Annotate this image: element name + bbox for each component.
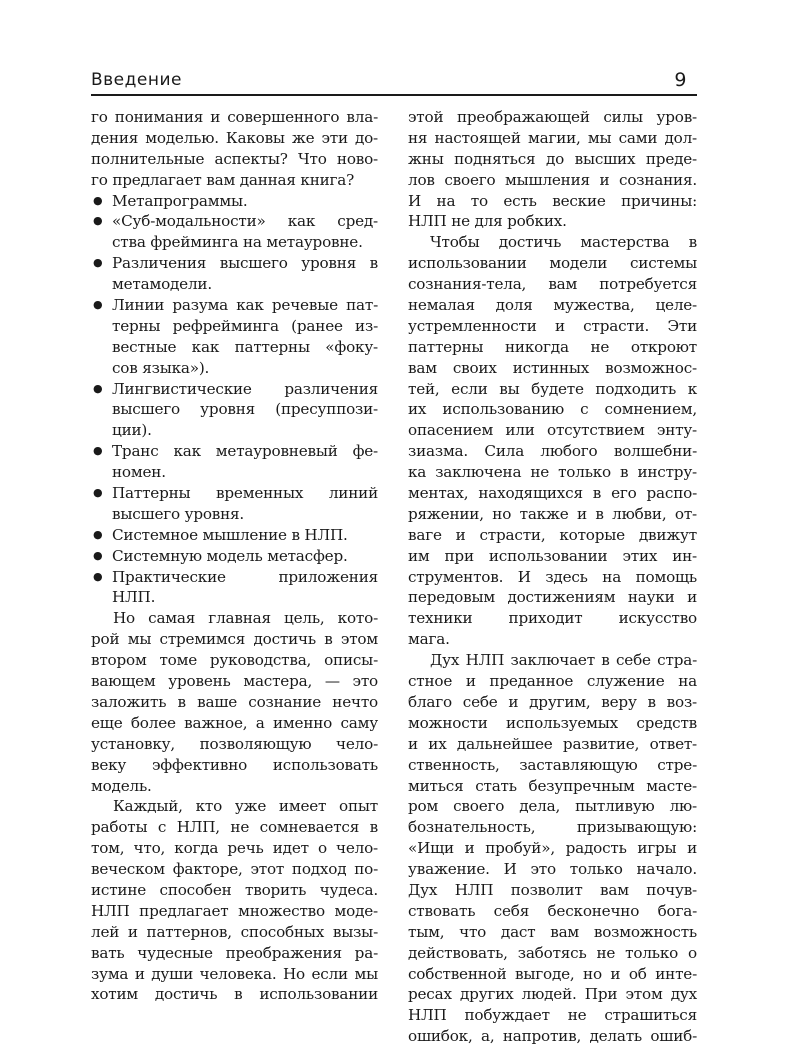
text-line: Транс как метауровневый фе- bbox=[112, 442, 378, 461]
text-line: собственной выгоде, но и об инте- bbox=[408, 964, 697, 983]
text-line: благо себе и другим, веру в воз- bbox=[408, 692, 697, 711]
paragraph bbox=[408, 107, 697, 232]
text-line: зиазма. Сила любого волшебни- bbox=[408, 442, 697, 461]
text-line: том, что, когда речь идет о чело- bbox=[91, 839, 378, 858]
text-line: и их дальнейшее развитие, ответ- bbox=[408, 734, 697, 753]
text-line: можности используемых средств bbox=[408, 713, 697, 732]
text-line: НЛП побуждает не страшиться bbox=[408, 1006, 697, 1025]
text-line: рой мы стремимся достичь в этом bbox=[91, 630, 378, 649]
text-line: НЛП. bbox=[112, 588, 156, 607]
list-item bbox=[91, 295, 378, 379]
text-line: струментов. И здесь на помощь bbox=[408, 567, 697, 586]
text-line: Каждый, кто уже имеет опыт bbox=[113, 797, 378, 816]
paragraph bbox=[91, 796, 378, 1005]
text-line: работы с НЛП, не сомневается в bbox=[91, 818, 378, 837]
bullet-icon: ● bbox=[93, 548, 103, 562]
page-number: 9 bbox=[674, 69, 687, 91]
bullet-list bbox=[91, 191, 378, 609]
list-item bbox=[91, 211, 378, 253]
text-line: ственность, заставляющую стре- bbox=[408, 755, 697, 774]
text-line: Чтобы достичь мастерства в bbox=[430, 233, 697, 252]
text-line: тей, если вы будете подходить к bbox=[408, 379, 697, 398]
text-line: устремленности и страсти. Эти bbox=[408, 316, 697, 335]
text-line: Дух НЛП позволит вам почув- bbox=[408, 880, 697, 899]
text-line: полнительные аспекты? Что ново- bbox=[91, 149, 378, 168]
text-line: модель. bbox=[91, 776, 152, 795]
bullet-icon: ● bbox=[93, 381, 103, 395]
text-line: ваге и страсти, которые движут bbox=[408, 525, 697, 544]
text-line: вам своих истинных возможнос- bbox=[408, 358, 697, 377]
text-line: этой преображающей силы уров- bbox=[408, 108, 697, 126]
text-line: терны рефрейминга (ранее из- bbox=[112, 316, 378, 335]
text-line: установку, позволяющую чело- bbox=[91, 734, 378, 753]
list-item bbox=[91, 483, 378, 525]
text-line: Метапрограммы. bbox=[112, 191, 248, 210]
text-line: «Ищи и пробуй», радость игры и bbox=[408, 839, 697, 858]
text-line: НЛП предлагает множество моде- bbox=[91, 901, 378, 920]
text-line: истине способен творить чудеса. bbox=[91, 880, 378, 899]
paragraph bbox=[408, 650, 697, 1047]
running-header bbox=[91, 68, 697, 96]
text-line: техники приходит искусство bbox=[408, 609, 697, 628]
text-line: метамодели. bbox=[112, 275, 212, 294]
chapter-title: Введение bbox=[91, 70, 182, 90]
text-line: вать чудесные преображения ра- bbox=[91, 943, 378, 962]
text-line: еще более важное, а именно саму bbox=[91, 713, 378, 732]
left-column bbox=[91, 107, 378, 1005]
text-line: НЛП не для робких. bbox=[408, 212, 567, 231]
text-line: сов языка»). bbox=[112, 358, 210, 377]
text-line: дения моделью. Каковы же эти до- bbox=[91, 128, 378, 147]
text-line: ствовать себя бесконечно бога- bbox=[408, 901, 697, 920]
text-line: паттерны никогда не откроют bbox=[408, 337, 697, 356]
paragraph bbox=[91, 608, 378, 796]
list-item bbox=[91, 253, 378, 295]
text-line: их использованию с сомнением, bbox=[408, 400, 697, 419]
text-line: стное и преданное служение на bbox=[408, 672, 697, 691]
list-item bbox=[91, 525, 378, 546]
text-line: веческом факторе, этот подход по- bbox=[91, 860, 378, 879]
bullet-icon: ● bbox=[93, 256, 103, 270]
text-line: действовать, заботясь не только о bbox=[408, 943, 697, 962]
text-line: жны подняться до высших преде- bbox=[408, 149, 697, 168]
text-line: втором томе руководства, описы- bbox=[91, 651, 378, 670]
bullet-icon: ● bbox=[93, 486, 103, 500]
list-item bbox=[91, 441, 378, 483]
intro-paragraph bbox=[91, 107, 378, 191]
text-line: ром своего дела, пытливую лю- bbox=[408, 797, 697, 816]
text-line: Лингвистические различения bbox=[112, 379, 378, 398]
text-line: Паттерны временных линий bbox=[112, 484, 378, 503]
text-line: лов своего мышления и сознания. bbox=[408, 170, 697, 189]
text-line: Линии разума как речевые пат- bbox=[112, 296, 378, 315]
bullet-icon: ● bbox=[93, 298, 103, 312]
text-line: сознания-тела, вам потребуется bbox=[408, 275, 697, 294]
bullet-icon: ● bbox=[93, 527, 103, 541]
text-line: уважение. И это только начало. bbox=[408, 860, 697, 879]
text-line: го понимания и совершенного вла- bbox=[91, 108, 378, 126]
list-item bbox=[91, 379, 378, 442]
text-line: номен. bbox=[112, 463, 166, 482]
text-line: И на то есть веские причины: bbox=[408, 191, 697, 210]
text-line: Системную модель метасфер. bbox=[112, 546, 348, 565]
text-line: немалая доля мужества, целе- bbox=[408, 296, 697, 315]
bullet-icon: ● bbox=[93, 569, 103, 583]
text-line: мага. bbox=[408, 630, 450, 649]
text-line: высшего уровня. bbox=[112, 504, 245, 523]
text-line: ции). bbox=[112, 421, 152, 440]
text-line: ства фрейминга на метауровне. bbox=[112, 233, 363, 252]
right-column bbox=[408, 107, 697, 1047]
text-line: лей и паттернов, способных вызы- bbox=[91, 922, 378, 941]
text-line: Но самая главная цель, кото- bbox=[113, 609, 378, 628]
text-line: использовании модели системы bbox=[408, 254, 697, 273]
text-line: «Суб-модальности» как сред- bbox=[112, 212, 378, 231]
list-item bbox=[91, 191, 378, 212]
text-line: го предлагает вам данная книга? bbox=[91, 170, 355, 189]
bullet-icon: ● bbox=[93, 193, 103, 207]
bullet-icon: ● bbox=[93, 444, 103, 458]
text-line: ряжении, но также и в любви, от- bbox=[408, 504, 697, 523]
text-line: Системное мышление в НЛП. bbox=[112, 525, 348, 544]
text-line: заложить в ваше сознание нечто bbox=[91, 692, 378, 711]
text-line: опасением или отсутствием энту- bbox=[408, 421, 697, 440]
text-line: вающем уровень мастера, — это bbox=[91, 672, 378, 691]
text-line: Различения высшего уровня в bbox=[112, 254, 378, 273]
text-line: Практические приложения bbox=[112, 567, 378, 586]
text-line: высшего уровня (пресуппози- bbox=[112, 400, 378, 419]
text-line: ресах других людей. При этом дух bbox=[408, 985, 697, 1004]
bullet-icon: ● bbox=[93, 214, 103, 228]
text-line: ментах, находящихся в его распо- bbox=[408, 484, 697, 503]
text-line: вестные как паттерны «фоку- bbox=[112, 337, 378, 356]
text-line: веку эффективно использовать bbox=[91, 755, 378, 774]
text-line: передовым достижениям науки и bbox=[408, 588, 697, 607]
text-line: бознательность, призывающую: bbox=[408, 818, 697, 837]
text-line: ошибок, а, напротив, делать ошиб- bbox=[408, 1027, 697, 1046]
text-line: зума и души человека. Но если мы bbox=[91, 964, 378, 983]
list-item bbox=[91, 546, 378, 567]
text-line: миться стать безупречным масте- bbox=[408, 776, 697, 795]
list-item bbox=[91, 567, 378, 609]
text-line: им при использовании этих ин- bbox=[408, 546, 697, 565]
text-line: тым, что даст вам возможность bbox=[408, 922, 697, 941]
text-line: хотим достичь в использовании bbox=[91, 985, 378, 1004]
paragraph bbox=[408, 232, 697, 650]
text-line: ка заключена не только в инстру- bbox=[408, 463, 697, 482]
text-line: ня настоящей магии, мы сами дол- bbox=[408, 128, 697, 147]
text-line: Дух НЛП заключает в себе стра- bbox=[430, 651, 697, 670]
